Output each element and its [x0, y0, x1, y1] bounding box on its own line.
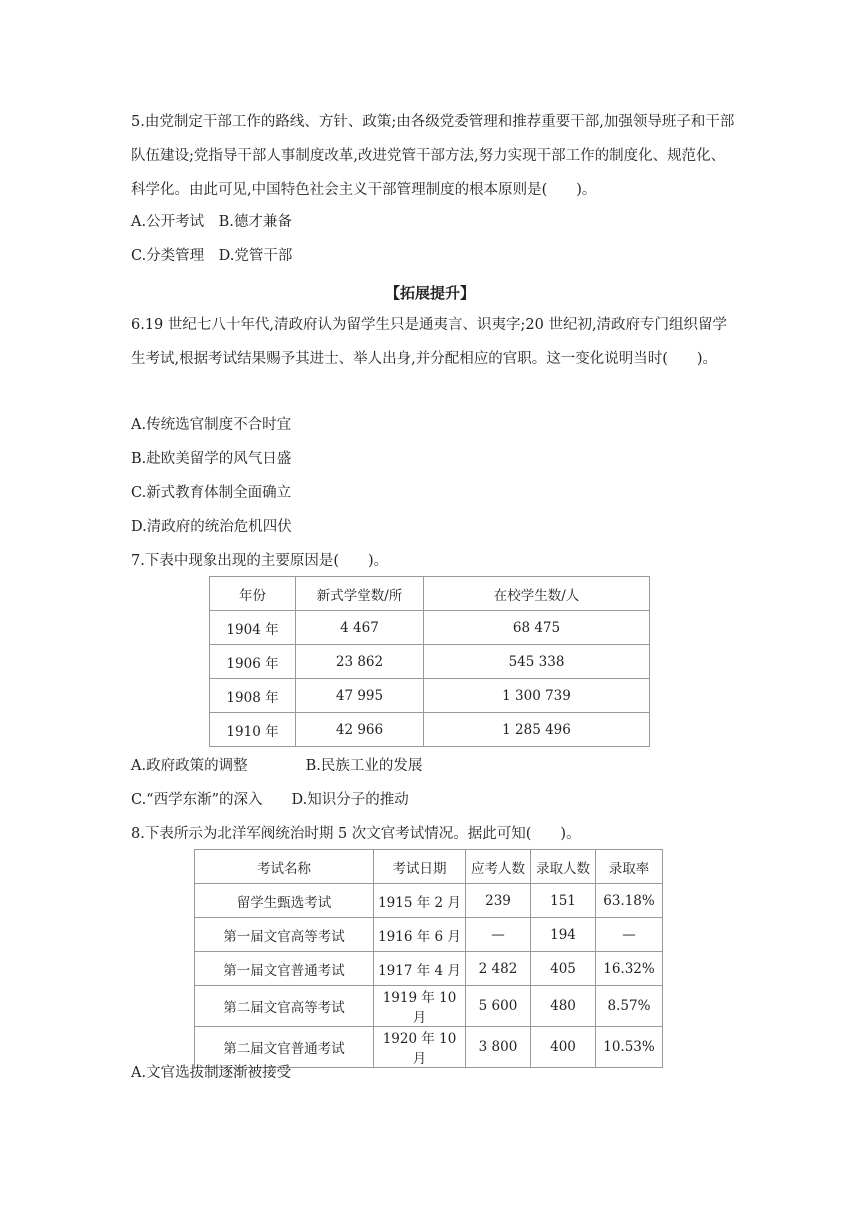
- table-cell: 2 482: [466, 952, 531, 986]
- table-cell: 1906 年: [210, 645, 296, 679]
- table-cell: 1904 年: [210, 611, 296, 645]
- table-cell: 1920 年 10 月: [374, 1027, 466, 1068]
- q8-option-a: A.文官选拔制逐渐被接受: [131, 1065, 292, 1081]
- table-cell: 第一届文官普通考试: [195, 952, 374, 986]
- table-cell: 42 966: [296, 713, 424, 747]
- table-header-row: [210, 577, 650, 611]
- q7-options-cd: C.“西学东渐”的深入 D.知识分子的推动: [131, 792, 409, 808]
- table-header: 录取人数: [531, 850, 596, 884]
- q7-stem: 7.下表中现象出现的主要原因是( )。: [131, 553, 389, 569]
- table-cell: 3 800: [466, 1027, 531, 1068]
- q8-stem: 8.下表所示为北洋军阀统治时期 5 次文官考试情况。据此可知( )。: [131, 826, 581, 842]
- table-cell: 10.53%: [596, 1027, 663, 1068]
- table-cell: 480: [531, 986, 596, 1027]
- table-row: [210, 679, 650, 713]
- table-cell: 留学生甄选考试: [195, 884, 374, 918]
- table-cell: 405: [531, 952, 596, 986]
- table-cell: 63.18%: [596, 884, 663, 918]
- table-header: 新式学堂数/所: [296, 577, 424, 611]
- q7-table: [209, 576, 650, 747]
- table-cell: 第一届文官高等考试: [195, 918, 374, 952]
- table-cell: 400: [531, 1027, 596, 1068]
- table-row: [195, 918, 663, 952]
- table-row: [195, 986, 663, 1027]
- table-cell: 1 300 739: [424, 679, 650, 713]
- table-row: [195, 1027, 663, 1068]
- q5-stem: 5.由党制定干部工作的路线、方针、政策;由各级党委管理和推荐重要干部,加强领导班子和干部队伍建设;党指导干部人事制度改革,改进党管干部方法,努力实现干部工作的制度化、规范化、科学化。由此可见,中国特色社会主义干部管理制度的根本原则是( )。: [131, 114, 735, 198]
- table-header: 应考人数: [466, 850, 531, 884]
- table-cell: 545 338: [424, 645, 650, 679]
- q6-stem: 6.19 世纪七八十年代,清政府认为留学生只是通夷言、识夷字;20 世纪初,清政府专门组织留学生考试,根据考试结果赐予其进士、举人出身,并分配相应的官职。这一变化说明当时( )。: [131, 317, 728, 367]
- table-cell: 23 862: [296, 645, 424, 679]
- table-header: 考试名称: [195, 850, 374, 884]
- table-cell: 151: [531, 884, 596, 918]
- table-header: 在校学生数/人: [424, 577, 650, 611]
- table-cell: 5 600: [466, 986, 531, 1027]
- table-header: 年份: [210, 577, 296, 611]
- table-cell: 1 285 496: [424, 713, 650, 747]
- table-header: 考试日期: [374, 850, 466, 884]
- table-row: [210, 611, 650, 645]
- table-header: 录取率: [596, 850, 663, 884]
- table-cell: 第二届文官普通考试: [195, 1027, 374, 1068]
- table-row: [195, 952, 663, 986]
- table-cell: 16.32%: [596, 952, 663, 986]
- table-cell: 239: [466, 884, 531, 918]
- table-cell: 1915 年 2 月: [374, 884, 466, 918]
- q6-option-b: B.赴欧美留学的风气日盛: [131, 451, 292, 467]
- table-row: [210, 645, 650, 679]
- q5-options-ab: A.公开考试 B.德才兼备: [131, 214, 292, 230]
- table-cell: 1916 年 6 月: [374, 918, 466, 952]
- table-cell: —: [466, 918, 531, 952]
- table-cell: 8.57%: [596, 986, 663, 1027]
- table-cell: 1908 年: [210, 679, 296, 713]
- table-cell: 194: [531, 918, 596, 952]
- q6-option-c: C.新式教育体制全面确立: [131, 485, 292, 501]
- q7-options-ab: A.政府政策的调整 B.民族工业的发展: [131, 758, 423, 774]
- q6-option-a: A.传统选官制度不合时宜: [131, 417, 292, 433]
- table-header-row: [195, 850, 663, 884]
- table-cell: 第二届文官高等考试: [195, 986, 374, 1027]
- table-cell: —: [596, 918, 663, 952]
- table-cell: 68 475: [424, 611, 650, 645]
- table-cell: 47 995: [296, 679, 424, 713]
- table-row: [195, 884, 663, 918]
- table-cell: 1910 年: [210, 713, 296, 747]
- table-cell: 1917 年 4 月: [374, 952, 466, 986]
- q5-options-cd: C.分类管理 D.党管干部: [131, 248, 293, 264]
- q8-table: [194, 849, 663, 1068]
- table-row: [210, 713, 650, 747]
- table-cell: 1919 年 10 月: [374, 986, 466, 1027]
- table-cell: 4 467: [296, 611, 424, 645]
- q6-option-d: D.清政府的统治危机四伏: [131, 519, 292, 535]
- section-title: 【拓展提升】: [384, 284, 475, 302]
